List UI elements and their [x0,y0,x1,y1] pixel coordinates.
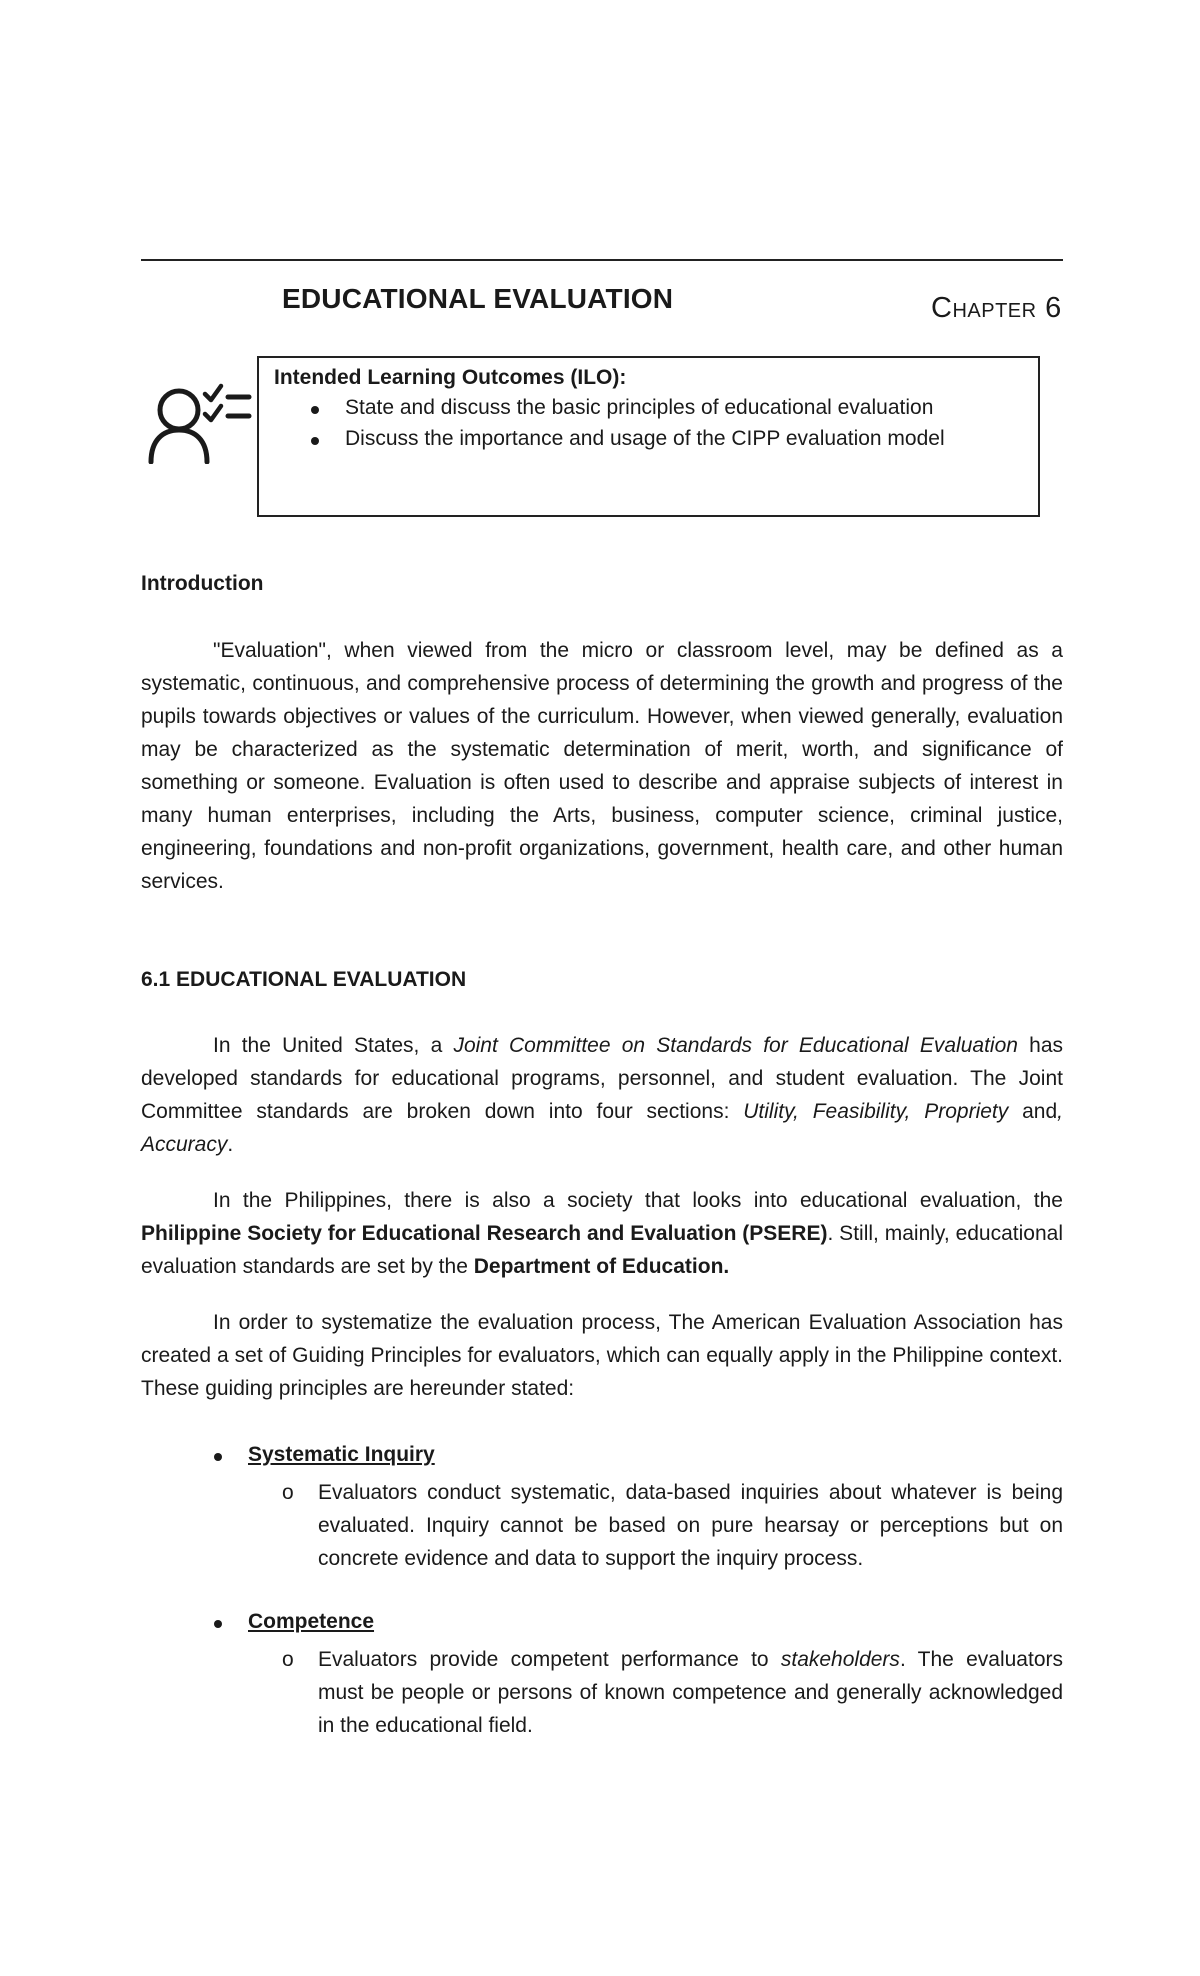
paragraph-joint-committee [141,1029,1063,1161]
ilo-item-text: State and discuss the basic principles of educational evaluation [345,396,934,419]
bullet-icon [311,406,319,414]
chapter-label [931,292,1062,325]
principle-title: Systematic Inquiry [248,1443,435,1466]
chapter-initial: C [931,292,953,324]
introduction-text: "Evaluation", when viewed from the micro or classroom level, may be defined as a systematic, continuous, and comprehensive process of determining the growth and progress of the pupils towards objectives or values of the curriculum. However, when viewed generally, evaluation may be characterized as the systematic determination of merit, worth, and significance of something or someone. Evaluation is often used to describe and appraise subjects of interest in many human enterprises, including the Arts, business, computer science, criminal justice, engineering, foundations and non-profit organizations, government, health care, and other human services. [141,639,1063,893]
header-rule [141,259,1063,261]
text-run: has developed standards for educational programs, personnel, and student evaluation. The Joint Committee standards are broken down into four sections: [141,1034,1063,1123]
ilo-box [257,356,1040,517]
ilo-list [259,396,945,458]
committee-name: Joint Committee on Standards for Educational Evaluation [453,1034,1018,1057]
page-title: EDUCATIONAL EVALUATION [282,283,674,314]
text-run: and [1008,1100,1058,1123]
principle-title: Competence [248,1610,375,1633]
bullet-icon [311,437,319,445]
chapter-word: HAPTER [952,300,1037,322]
paragraph-guiding-principles [141,1306,1063,1405]
ilo-item [259,427,945,458]
standard-accuracy: Accuracy [141,1133,228,1156]
deped-name: Department of Education. [473,1255,730,1278]
text-run: . The evaluators must be people or persons of known competence and generally acknowledged in the educational field. [318,1648,1063,1737]
introduction-heading: Introduction [141,572,264,595]
chapter-number: 6 [1045,292,1062,324]
stakeholders-term: stakeholders [780,1648,900,1671]
standard-sections: Utility, Feasibility, Propriety [743,1100,1009,1123]
sub-bullet-marker: o [282,1481,294,1504]
text-run: In the United States, a [213,1034,454,1057]
text-run: Evaluators conduct systematic, data-based inquiries about whatever is being evaluated. Inquiry cannot be based on pure hearsay or perceptions but on concrete evidence and data to support the inquiry process. [318,1481,1063,1570]
ilo-item-text: Discuss the importance and usage of the CIPP evaluation model [345,427,945,450]
section-heading: 6.1 EDUCATIONAL EVALUATION [141,968,467,991]
text-run: . [227,1133,234,1156]
text-run: Evaluators provide competent performance to [318,1648,781,1671]
principle-description [318,1476,1063,1575]
principle-description [318,1643,1063,1742]
sub-bullet-marker: o [282,1648,294,1671]
bullet-icon [214,1453,222,1461]
paragraph-philippines [141,1184,1063,1283]
bullet-icon [214,1620,222,1628]
text-run: In the Philippines, there is also a society that looks into educational evaluation, the [213,1189,1063,1212]
ilo-item [259,396,945,427]
person-checklist-icon [145,382,253,464]
psere-name: Philippine Society for Educational Research and Evaluation (PSERE) [141,1222,828,1245]
introduction-paragraph [141,634,1063,898]
text-run: In order to systematize the evaluation process, The American Evaluation Association has created a set of Guiding Principles for evaluators, which can equally apply in the Philippine context. These guiding principles are hereunder stated: [141,1311,1063,1400]
text-run: , [1057,1100,1063,1123]
ilo-heading: Intended Learning Outcomes (ILO): [274,366,627,389]
text-run: . Still, mainly, educational evaluation standards are set by the [141,1222,1063,1278]
